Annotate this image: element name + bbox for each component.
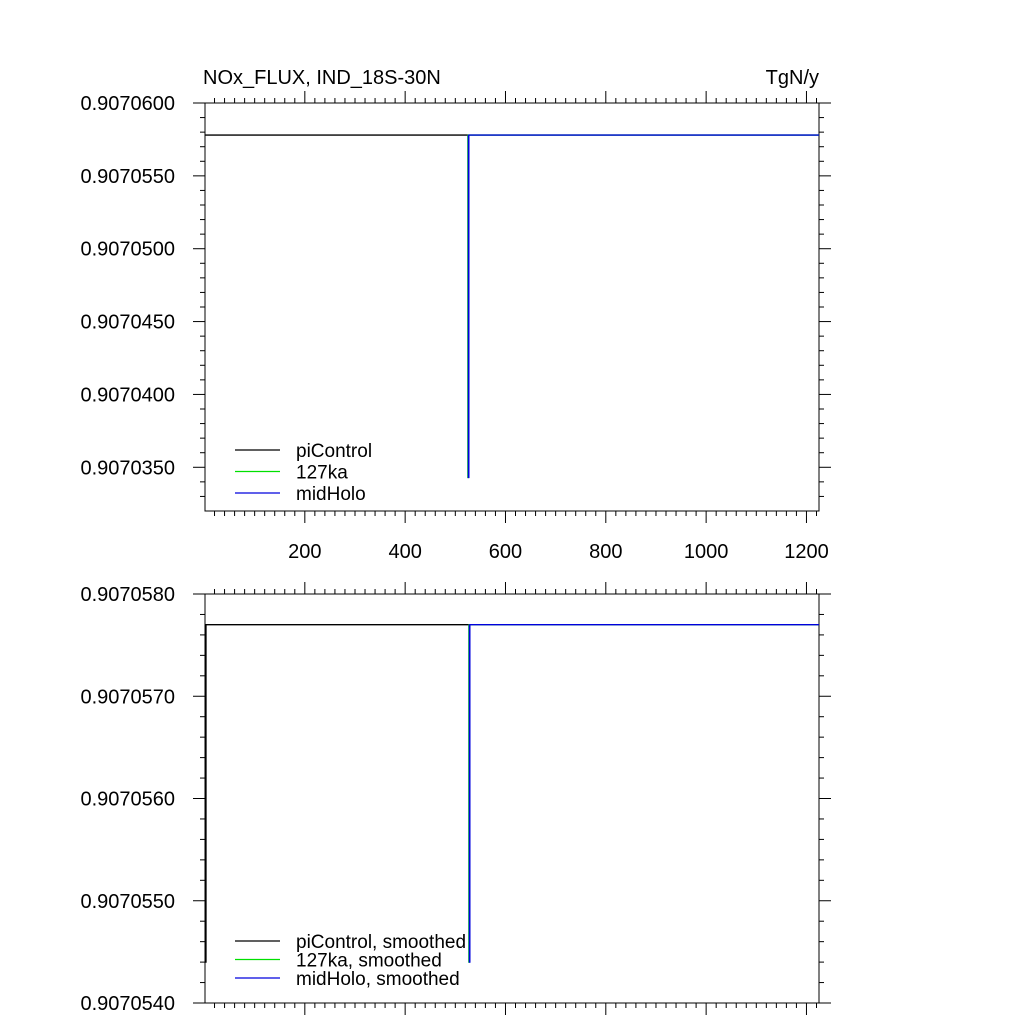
- legend-label: 127ka, smoothed: [296, 950, 442, 972]
- x-tick-label: 800: [589, 541, 623, 563]
- y-tick-label: 0.9070350: [80, 457, 175, 480]
- y-tick-label: 0.9070580: [80, 584, 175, 606]
- legend-label: midHolo: [296, 484, 366, 505]
- y-tick-label: 0.9070400: [80, 384, 175, 407]
- y-tick-label: 0.9070550: [80, 165, 175, 188]
- legend-label: midHolo, smoothed: [296, 969, 460, 990]
- legend-label: piControl, smoothed: [296, 932, 467, 953]
- chart-title: NOx_FLUX, IND_18S-30N: [203, 67, 441, 89]
- units-label: TgN/y: [765, 67, 819, 89]
- y-tick-label: 0.9070600: [80, 93, 175, 115]
- y-tick-label: 0.9070570: [80, 686, 175, 709]
- x-tick-label: 1200: [784, 541, 829, 563]
- legend-label: 127ka: [296, 462, 348, 484]
- x-tick-label: 600: [488, 541, 523, 563]
- y-tick-label: 0.9070500: [80, 238, 175, 261]
- x-tick-label: 1000: [683, 541, 729, 563]
- y-tick-label: 0.9070540: [80, 993, 175, 1015]
- y-tick-label: 0.9070450: [80, 311, 175, 334]
- y-tick-label: 0.9070550: [80, 890, 175, 913]
- legend-label: piControl: [296, 441, 373, 462]
- x-tick-label: 200: [288, 541, 322, 563]
- x-tick-label: 400: [388, 541, 422, 563]
- y-tick-label: 0.9070560: [80, 788, 175, 811]
